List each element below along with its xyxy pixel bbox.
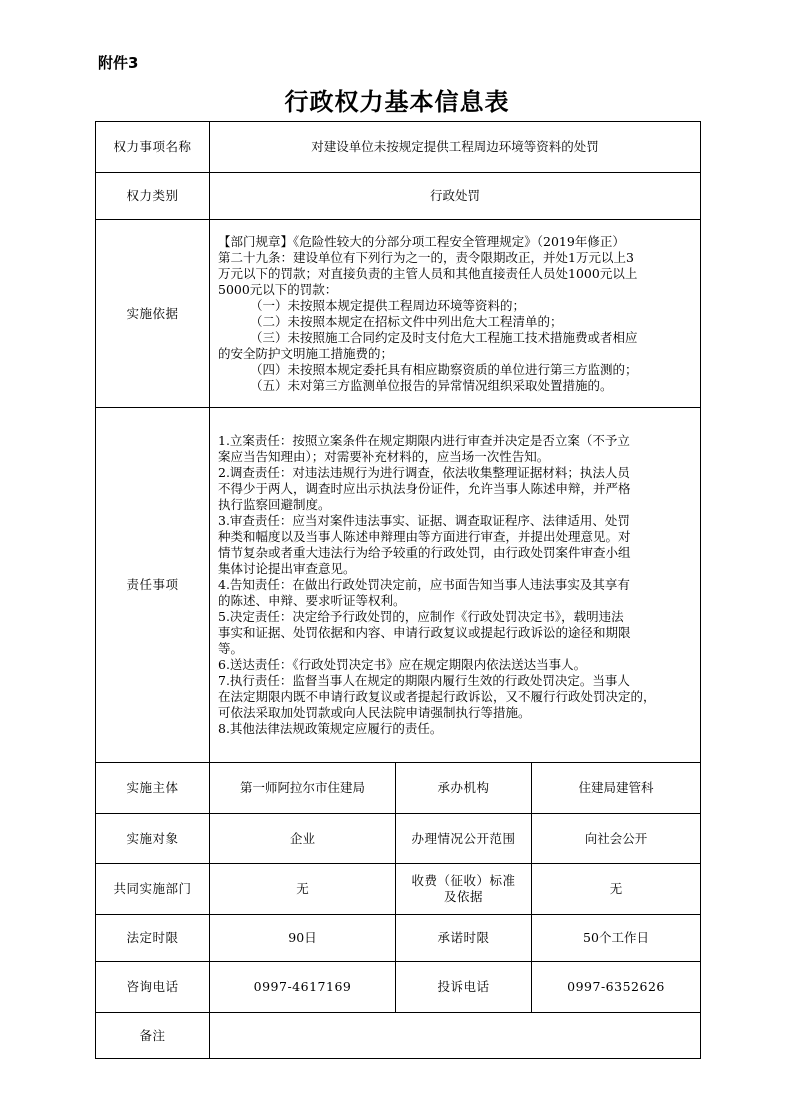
page-title: 行政权力基本信息表 <box>284 88 510 116</box>
consult-phone-value: 0997-4617169 <box>210 962 396 1013</box>
fee-standard-value: 无 <box>532 864 701 915</box>
remarks-value <box>210 1013 701 1059</box>
basis-line: （二）未按照本规定在招标文件中列出危大工程清单的； <box>250 313 563 329</box>
fee-standard-label-line1: 收费（征收）标准 <box>411 873 516 888</box>
responsibility-line: 的陈述、申辩、要求听证等权利。 <box>218 593 406 608</box>
row-phone <box>96 962 701 1013</box>
basis-line: （五）未对第三方监测单位报告的异常情况组织采取处置措施的。 <box>250 377 613 393</box>
responsibility-line: 等。 <box>218 641 244 656</box>
promise-limit-value: 50个工作日 <box>532 915 701 962</box>
remarks-label: 备注 <box>96 1013 210 1059</box>
complaint-phone-label: 投诉电话 <box>396 962 532 1013</box>
basis-line: （一）未按照本规定提供工程周边环境等资料的； <box>250 297 526 313</box>
row-responsibility <box>96 408 701 763</box>
responsibility-line: 事实和证据、处罚依据和内容、申请行政复议或提起行政诉讼的途径和期限 <box>218 625 631 640</box>
basis-content <box>210 220 701 408</box>
responsibility-line: 3.审查责任：应当对案件违法事实、证据、调查取证程序、法律适用、处罚 <box>218 513 630 528</box>
basis-line: （四）未按照本规定委托具有相应勘察资质的单位进行第三方监测的； <box>250 361 638 377</box>
responsibility-line: 案应当告知理由）；对需要补充材料的，应当场一次性告知。 <box>218 449 550 464</box>
handling-unit-value: 住建局建管科 <box>532 763 701 814</box>
responsibility-line: 可依法采取加处罚款或向人民法院申请强制执行等措施。 <box>218 705 531 720</box>
responsibility-line: 种类和幅度以及当事人陈述申辩理由等方面进行审查，并提出处理意见。对 <box>218 529 631 544</box>
row-power-name <box>96 122 701 173</box>
time-limit-label: 法定时限 <box>96 915 210 962</box>
row-target <box>96 814 701 864</box>
basis-line: 5000元以下的罚款： <box>218 281 338 297</box>
power-name-label: 权力事项名称 <box>96 122 210 173</box>
disclosure-scope-label: 办理情况公开范围 <box>396 814 532 864</box>
responsibility-line: 情节复杂或者重大违法行为给予较重的行政处罚，由行政处罚案件审查小组 <box>218 545 631 560</box>
info-table <box>95 121 701 1059</box>
fee-standard-label <box>396 864 532 915</box>
attachment-label: 附件3 <box>98 54 139 72</box>
power-type-label: 权力类别 <box>96 173 210 220</box>
responsibility-line: 集体讨论提出审查意见。 <box>218 561 356 576</box>
responsibility-line: 7.执行责任：监督当事人在规定的期限内履行生效的行政处罚决定。当事人 <box>218 673 630 688</box>
responsibility-line: 5.决定责任：决定给予行政处罚的，应制作《行政处罚决定书》，载明违法 <box>218 609 624 624</box>
basis-line: （三）未按照施工合同约定及时支付危大工程施工技术措施费或者相应 <box>250 329 638 345</box>
subject-label: 实施主体 <box>96 763 210 814</box>
responsibility-label: 责任事项 <box>96 408 210 763</box>
basis-line: 【部门规章】《危险性较大的分部分项工程安全管理规定》（2019年修正） <box>218 233 625 249</box>
responsibility-line: 4.告知责任：在做出行政处罚决定前，应书面告知当事人违法事实及其享有 <box>218 577 630 592</box>
subject-value: 第一师阿拉尔市住建局 <box>210 763 396 814</box>
row-remarks <box>96 1013 701 1059</box>
target-value: 企业 <box>210 814 396 864</box>
complaint-phone-value: 0997-6352626 <box>532 962 701 1013</box>
disclosure-scope-value: 向社会公开 <box>532 814 701 864</box>
row-power-type <box>96 173 701 220</box>
fee-standard-label-line2: 及依据 <box>443 889 483 904</box>
row-subject <box>96 763 701 814</box>
power-name-value: 对建设单位未按规定提供工程周边环境等资料的处罚 <box>210 122 701 173</box>
responsibility-line: 在法定期限内既不申请行政复议或者提起行政诉讼，又不履行行政处罚决定的， <box>218 689 656 704</box>
responsibility-content <box>210 408 701 763</box>
power-type-value: 行政处罚 <box>210 173 701 220</box>
row-time-limit <box>96 915 701 962</box>
basis-line: 第二十九条：建设单位有下列行为之一的，责令限期改正，并处1万元以上3 <box>218 249 634 265</box>
promise-limit-label: 承诺时限 <box>396 915 532 962</box>
responsibility-line: 执行监察回避制度。 <box>218 497 331 512</box>
handling-unit-label: 承办机构 <box>396 763 532 814</box>
basis-label: 实施依据 <box>96 220 210 408</box>
basis-line: 万元以下的罚款；对直接负责的主管人员和其他直接责任人员处1000元以上 <box>218 265 638 281</box>
target-label: 实施对象 <box>96 814 210 864</box>
responsibility-line: 8.其他法律法规政策规定应履行的责任。 <box>218 721 443 736</box>
responsibility-line: 不得少于两人，调查时应出示执法身份证件，允许当事人陈述申辩，并严格 <box>218 481 631 496</box>
responsibility-line: 2.调查责任：对违法违规行为进行调查，依法收集整理证据材料；执法人员 <box>218 465 630 480</box>
basis-line: 的安全防护文明施工措施费的； <box>218 345 394 361</box>
time-limit-value: 90日 <box>210 915 396 962</box>
row-basis <box>96 220 701 408</box>
responsibility-line: 1.立案责任：按照立案条件在规定期限内进行审查并决定是否立案（不予立 <box>218 433 630 448</box>
row-joint <box>96 864 701 915</box>
consult-phone-label: 咨询电话 <box>96 962 210 1013</box>
joint-value: 无 <box>210 864 396 915</box>
responsibility-line: 6.送达责任：《行政处罚决定书》应在规定期限内依法送达当事人。 <box>218 657 587 672</box>
joint-label: 共同实施部门 <box>96 864 210 915</box>
